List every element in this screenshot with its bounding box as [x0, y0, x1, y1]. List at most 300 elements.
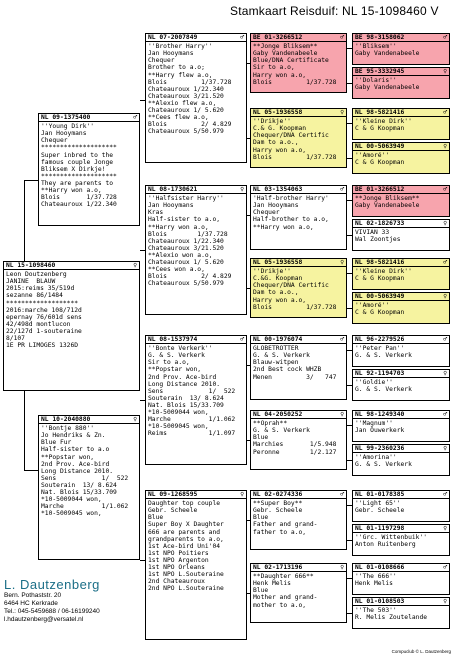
pedigree-line: 1st Ace-bird Uni'04: [148, 542, 221, 550]
pedigree-line: **Popstar won,: [41, 453, 95, 461]
connector: [347, 123, 352, 124]
pedigree-line: 'Half-brother Harry': [253, 195, 329, 203]
pedigree-line: grandparents to a.o,: [148, 535, 224, 543]
pedigree-line: Blue: [253, 434, 269, 442]
connector: [24, 180, 25, 262]
pedigree-line: Gaby Vandenabeele: [253, 50, 318, 58]
ring-number: [353, 445, 449, 453]
connector: [347, 505, 352, 506]
ancestor-card[interactable]: [352, 490, 450, 522]
connector: [140, 100, 145, 101]
pedigree-line: Blue/DNA Certificate: [253, 57, 329, 65]
pedigree-line: 42/498d montlucon: [6, 320, 71, 328]
pedigree-line: Marche 1/1.062: [148, 416, 236, 424]
pedigree-line: Nat. Blois 15/33.709: [148, 401, 224, 409]
connector: [140, 250, 145, 251]
pedigree-line: *10-5009045 won,: [148, 423, 209, 431]
ring-id: NL 09-1375400: [41, 114, 91, 121]
pedigree-line: Gaby Vandenabeele: [355, 202, 420, 210]
pedigree-line: C.&G. Koopman: [253, 275, 303, 283]
ring-id: NL 04-2050252: [253, 411, 303, 418]
pedigree-line: Jan Hooymans: [41, 130, 87, 138]
connector: [247, 215, 250, 216]
pedigree-line: Leon Doutzenberg: [6, 271, 67, 279]
pedigree-line: ''Grc. Wittenbuik'': [355, 534, 428, 542]
pedigree-line: C.& G. Koopman: [253, 125, 307, 133]
pedigree-line: Harry won a.o,: [253, 71, 307, 79]
pedigree-line: Harry won a.o,: [253, 146, 307, 154]
ring-number: [251, 259, 346, 267]
pedigree-line: epernay 76/601d sens: [6, 313, 82, 321]
ancestor-card[interactable]: [352, 33, 450, 65]
pedigree-line: Henk Melis: [355, 580, 393, 588]
ring-number: [353, 259, 449, 267]
pedigree-line: ''Dolaris'': [355, 77, 397, 85]
ring-number: [353, 220, 449, 228]
pedigree-line: G. & S. Verkerk: [148, 352, 205, 360]
pedigree-line: Brother to a.o;: [148, 64, 205, 72]
ring-number: [146, 336, 246, 344]
footer-credit: Compuclub © L. Dautzenberg: [391, 649, 451, 654]
sex-icon: ♂: [443, 411, 447, 418]
ring-id: NL 96-2279526: [355, 336, 405, 343]
pedigree-line: They are parents to: [41, 179, 114, 187]
grandparent-card[interactable]: [145, 33, 247, 163]
ring-number: [251, 336, 346, 344]
sex-icon: ♂: [443, 491, 447, 498]
ring-id: NL 08-1537974: [148, 336, 198, 343]
ring-number: [251, 186, 346, 194]
ring-id: NL 01-0178385: [355, 491, 405, 498]
pedigree-line: Sens 1/ 522: [148, 387, 236, 395]
pedigree-line: Henk Melis: [253, 580, 291, 588]
great-grandparent-card[interactable]: [250, 258, 347, 318]
connector: [24, 390, 25, 470]
ring-id: NL 05-1936558: [253, 259, 303, 266]
pedigree-line: **Harry won a.o,: [253, 223, 314, 231]
ancestor-card[interactable]: [352, 142, 450, 174]
pedigree-line: Kras: [148, 209, 164, 217]
ring-id: BE 01-3266512: [253, 34, 303, 41]
pedigree-line: Chequer: [253, 209, 280, 217]
connector: [247, 138, 250, 139]
great-grandparent-card[interactable]: [250, 33, 347, 93]
ring-number: [251, 411, 346, 419]
ring-id: BE 01-3266512: [355, 186, 405, 193]
sex-icon: ♂: [443, 259, 447, 266]
ring-number: [4, 262, 139, 270]
ring-number: [39, 416, 139, 424]
pedigree-line: 2nd Chateauroux: [148, 578, 205, 586]
breeder-line: Bern. Pothaststr. 20: [4, 592, 62, 599]
ring-number: [251, 109, 346, 117]
pedigree-line: Long Distance 2010.: [148, 380, 221, 388]
pedigree-line: Chateauroux 5/50.979: [148, 128, 224, 136]
pedigree-line: 2nd Prov. Ace-bird: [41, 460, 110, 468]
connector: [347, 273, 352, 274]
pedigree-line: **Super Boy**: [253, 500, 303, 508]
pedigree-line: G. & S. Verkerk: [253, 427, 310, 435]
sex-icon: ♂: [340, 491, 344, 498]
pedigree-line: Jan Hooymans: [148, 50, 194, 58]
pedigree-line: Gaby Vandenabeele: [355, 50, 420, 58]
breeder-line: 6464 HC Kerkrade: [4, 600, 58, 608]
pedigree-line: Sir to a.o,: [253, 64, 295, 72]
ancestor-card[interactable]: [352, 292, 450, 324]
pedigree-line: G. & S. Verkerk: [253, 352, 310, 360]
sex-icon: ♀: [443, 293, 447, 300]
pedigree-line: ''Kleine Dirk'': [355, 118, 412, 126]
connector: [247, 365, 250, 366]
pedigree-line: C & G Koopman: [355, 125, 405, 133]
ancestor-card[interactable]: [352, 185, 450, 217]
pedigree-line: Blue: [253, 514, 269, 522]
connector: [347, 158, 352, 159]
ring-number: [353, 598, 449, 606]
pedigree-line: Wal Zoontjes: [355, 236, 401, 244]
pedigree-line: Blauw-witpen: [253, 359, 299, 367]
pedigree-line: ''Drikje'': [253, 118, 291, 126]
ring-number: [353, 109, 449, 117]
pedigree-line: Gebr. Scheele: [355, 507, 405, 515]
ring-number: [353, 293, 449, 301]
ring-id: NL 15-1098460: [6, 262, 56, 269]
sex-icon: ♂: [240, 34, 244, 41]
pedigree-line: ''Halfsister Harry'': [148, 195, 224, 203]
ring-id: NL 92-1194703: [355, 370, 405, 377]
great-grandparent-card[interactable]: [250, 185, 347, 250]
connector: [347, 48, 352, 49]
ring-id: NL 98-5821416: [355, 259, 405, 266]
connector: [347, 83, 352, 84]
pedigree-line: Blois 1/37.728: [148, 230, 228, 238]
ring-number: [146, 186, 246, 194]
pedigree-line: 1st NPO L.Souteraine: [148, 571, 224, 579]
sex-icon: ♀: [240, 491, 244, 498]
pedigree-line: father to a.o,: [253, 528, 307, 536]
pedigree-line: ''Peter Pan'': [355, 345, 405, 353]
connector: [347, 308, 352, 309]
pedigree-line: Peronne 1/2.127: [253, 448, 337, 456]
pedigree-line: 1st NPO Poitiers: [148, 549, 209, 557]
pedigree-line: G. & S. Verkerk: [355, 352, 412, 360]
pedigree-line: *10-5009044 won,: [41, 496, 102, 504]
ancestor-card[interactable]: [352, 410, 450, 442]
pedigree-line: Bliksem X Dirkje!: [41, 165, 106, 173]
ancestor-card[interactable]: [352, 563, 450, 595]
grandparent-card[interactable]: [145, 185, 247, 315]
ring-id: NL 10-2040880: [41, 416, 91, 423]
pedigree-line: ''Amoré'': [355, 302, 390, 310]
pedigree-line: Half-sister to a.o,: [148, 216, 221, 224]
pedigree-line: C & G Koopman: [355, 275, 405, 283]
pedigree-line: ''Bontje 880'': [41, 425, 95, 433]
great-grandparent-card[interactable]: [250, 563, 347, 623]
pedigree-line: Blois 1/37.728: [253, 303, 337, 311]
sex-icon: ♂: [443, 34, 447, 41]
pedigree-line: Mother and grand-: [253, 594, 318, 602]
sex-icon: ♂: [443, 109, 447, 116]
pedigree-line: Half-sister to a.o: [41, 446, 110, 454]
ring-id: BE 98-3158062: [355, 34, 405, 41]
pedigree-line: 2nd Prov. Ace-bird: [148, 373, 217, 381]
connector: [247, 593, 250, 594]
pedigree-line: Harry won a.o,: [253, 296, 307, 304]
pedigree-line: *******************: [6, 299, 79, 307]
ring-number: [251, 564, 346, 572]
pedigree-line: Marche 1/1.062: [41, 503, 129, 511]
breeder-name: L. Dautzenberg: [4, 577, 100, 592]
sex-icon: ♂: [443, 336, 447, 343]
connector: [347, 200, 352, 201]
pedigree-line: C & G Koopman: [355, 309, 405, 317]
connector: [247, 440, 250, 441]
pedigree-line: Sens 1/ 522: [41, 474, 129, 482]
breeder-line: Tel.: 045-5459688 / 06-16199240: [4, 608, 100, 616]
connector: [247, 63, 250, 64]
connector: [347, 613, 352, 614]
pedigree-line: ''Amoré'': [355, 152, 390, 160]
breeder-line: l.hdautzenberg@versatel.nl: [4, 616, 84, 624]
pedigree-line: Gebr. Scheele: [148, 507, 198, 515]
sire-card[interactable]: [38, 113, 140, 226]
page-title: Stamkaart Reisduif: NL 15-1098460 V: [230, 4, 439, 18]
sex-icon: ♀: [443, 143, 447, 150]
pedigree-line: **Cees won a.o,: [148, 266, 205, 274]
pedigree-line: Jo Hendriks & Zn.: [41, 432, 106, 440]
pedigree-line: **Harry won a.o,: [148, 223, 209, 231]
pedigree-line: 8/107: [6, 335, 25, 343]
pedigree-line: Blois 1/37.728: [148, 78, 232, 86]
pedigree-line: Chateauroux 1/ 5.620: [148, 259, 224, 267]
pedigree-line: **Oprah**: [253, 420, 288, 428]
ring-number: [353, 564, 449, 572]
connector: [247, 520, 250, 521]
connector: [140, 560, 145, 561]
sex-icon: ♀: [443, 68, 447, 75]
sex-icon: ♂: [340, 336, 344, 343]
pedigree-line: Chequer/DNA Certific: [253, 282, 329, 290]
ring-id: NL 00-1976074: [253, 336, 303, 343]
pedigree-line: Blois 1/37.728: [253, 153, 337, 161]
ring-id: NL 09-1268595: [148, 491, 198, 498]
pedigree-line: sezanne 86/1484: [6, 292, 63, 300]
sex-icon: ♀: [340, 411, 344, 418]
pedigree-line: Jan Ouwerkerk: [355, 427, 405, 435]
pedigree-line: R. Melis Zoutelande: [355, 614, 428, 622]
sex-icon: ♀: [340, 259, 344, 266]
pedigree-line: ''The 503'': [355, 607, 397, 615]
pedigree-line: Jan Hooymans: [148, 202, 194, 210]
pedigree-line: Blue Fur: [41, 439, 72, 447]
pedigree-line: ''Light 65'': [355, 500, 401, 508]
sex-icon: ♂: [240, 336, 244, 343]
pedigree-line: JANINE BLAUW: [6, 278, 56, 286]
pedigree-line: Super inbred to the: [41, 151, 114, 159]
connector: [347, 540, 352, 541]
great-grandparent-card[interactable]: [250, 108, 347, 168]
pedigree-line: Long Distance 2010.: [41, 467, 114, 475]
ancestor-card[interactable]: [352, 108, 450, 140]
pedigree-line: Menen 3/ 747: [253, 373, 337, 381]
ring-id: NL 98-5821416: [355, 109, 405, 116]
ring-id: NL 05-1936558: [253, 109, 303, 116]
pedigree-line: Chateauroux 1/22.340: [41, 201, 117, 209]
connector: [347, 385, 352, 386]
ring-id: NL 08-1730621: [148, 186, 198, 193]
ring-number: [353, 34, 449, 42]
sex-icon: ♀: [340, 564, 344, 571]
pedigree-line: Chateauroux 5/50.979: [148, 280, 224, 288]
connector: [24, 470, 38, 471]
ring-id: NL 02-0274336: [253, 491, 303, 498]
pedigree-line: Souterain 13/ 8.624: [148, 394, 224, 402]
pedigree-line: Chateauroux 1/22.340: [148, 85, 224, 93]
pedigree-line: G. & S. Verkerk: [355, 461, 412, 469]
pedigree-line: **Jonge Bliksem**: [253, 43, 318, 51]
pedigree-line: Blois 2/ 4.829: [148, 121, 232, 129]
pedigree-line: ''Brother Harry'': [148, 43, 213, 51]
sex-icon: ♂: [133, 114, 137, 121]
pedigree-line: Reims 1/1.097: [148, 430, 236, 438]
sex-icon: ♂: [443, 564, 447, 571]
pedigree-line: ''Goldie'': [355, 379, 393, 387]
ring-id: NL 02-1826733: [355, 220, 405, 227]
pedigree-line: G. & S. Verkerk: [355, 386, 412, 394]
great-grandparent-card[interactable]: [250, 410, 347, 470]
ancestor-card[interactable]: [352, 369, 450, 401]
dam-card[interactable]: [38, 415, 140, 560]
sex-icon: ♀: [443, 525, 447, 532]
pedigree-line: **Daughter 666**: [253, 573, 314, 581]
pedigree-line: Jan Hooymans: [253, 202, 299, 210]
pedigree-line: Father and grand-: [253, 521, 318, 529]
ring-number: [353, 491, 449, 499]
pedigree-line: **Harry flew a.o,: [148, 71, 213, 79]
grandparent-card[interactable]: [145, 490, 247, 640]
great-grandparent-card[interactable]: [250, 490, 347, 550]
ring-number: [353, 68, 449, 76]
ancestor-card[interactable]: [352, 335, 450, 367]
ring-id: NL 01-1197298: [355, 525, 405, 532]
pedigree-line: 22/127d 1-souteraine: [6, 327, 82, 335]
sex-icon: ♀: [133, 262, 137, 269]
connector: [247, 288, 250, 289]
pedigree-line: ''Kleine Dirk'': [355, 268, 412, 276]
pedigree-line: GLOBETROTTER: [253, 345, 299, 353]
pedigree-line: Chequer: [148, 57, 175, 65]
sex-icon: ♂: [443, 186, 447, 193]
subject-card[interactable]: [3, 261, 140, 391]
sex-icon: ♂: [340, 186, 344, 193]
connector: [140, 400, 145, 401]
ring-number: [251, 34, 346, 42]
ring-id: NL 98-1249340: [355, 411, 405, 418]
sex-icon: ♀: [340, 109, 344, 116]
pedigree-line: 1st NPO Orleans: [148, 564, 205, 572]
pedigree-line: Sir to a.o,: [148, 359, 190, 367]
sex-icon: ♀: [443, 445, 447, 452]
ring-number: [353, 370, 449, 378]
great-grandparent-card[interactable]: [250, 335, 347, 400]
ring-number: [353, 525, 449, 533]
ring-id: NL 03-1354063: [253, 186, 303, 193]
pedigree-line: Chequer/DNA Certific: [253, 132, 329, 140]
ring-number: [39, 114, 139, 122]
pedigree-line: Super Boy X Daughter: [148, 521, 224, 529]
ring-number: [146, 34, 246, 42]
pedigree-line: Chateauroux 1/22.340: [148, 237, 224, 245]
ring-id: NL 07-2007849: [148, 34, 198, 41]
pedigree-line: famous couple Jonge: [41, 158, 114, 166]
pedigree-line: **Alexio won a.o,: [148, 251, 213, 259]
pedigree-line: 2nd NPO L.Souteraine: [148, 585, 224, 593]
pedigree-line: Dam to a.o.,: [253, 289, 299, 297]
pedigree-line: Anton Ruitenberg: [355, 541, 416, 549]
ancestor-card[interactable]: [352, 524, 450, 556]
ancestor-card[interactable]: [352, 219, 450, 251]
sex-icon: ♀: [240, 186, 244, 193]
pedigree-line: Chateauroux 1/ 5.620: [148, 107, 224, 115]
pedigree-line: Daughter top couple: [148, 500, 221, 508]
connector: [347, 350, 352, 351]
pedigree-line: ''Magnum'': [355, 420, 393, 428]
pedigree-line: 666 are parents and: [148, 528, 221, 536]
sex-icon: ♀: [133, 416, 137, 423]
ring-number: [353, 411, 449, 419]
pedigree-line: ********************: [41, 172, 117, 180]
ancestor-card[interactable]: [352, 444, 450, 476]
pedigree-line: mother to a.o,: [253, 601, 307, 609]
ring-number: [353, 143, 449, 151]
ancestor-card[interactable]: [352, 597, 450, 629]
pedigree-line: VIVIAN 33: [355, 229, 390, 237]
pedigree-line: Blue: [148, 514, 164, 522]
pedigree-line: ''Drikje'': [253, 268, 291, 276]
pedigree-line: 1E PR LIMOGES 1326D: [6, 342, 79, 350]
pedigree-line: ''Bliksem'': [355, 43, 397, 51]
pedigree-line: Dam to a.o.,: [253, 139, 299, 147]
pedigree-line: Blois 1/37.728: [41, 194, 117, 202]
pedigree-line: **Harry won a.o,: [41, 187, 102, 195]
sex-icon: ♀: [443, 598, 447, 605]
ring-id: NL 00-5063949: [355, 143, 405, 150]
pedigree-line: **Jonge Bliksem**: [355, 195, 420, 203]
pedigree-line: *10-5009044 won,: [148, 409, 209, 417]
ring-id: NL 02-1713196: [253, 564, 303, 571]
pedigree-line: ''The 666'': [355, 573, 397, 581]
connector: [347, 460, 352, 461]
pedigree-line: Marchies 1/5.948: [253, 441, 337, 449]
connector: [347, 578, 352, 579]
pedigree-line: Half-brother to a.o,: [253, 216, 329, 224]
sex-icon: ♀: [443, 370, 447, 377]
pedigree-line: ''Bonte Verkerk'': [148, 345, 213, 353]
pedigree-line: 1st NPO Argenton: [148, 556, 209, 564]
pedigree-line: Chateauroux 3/21.520: [148, 244, 224, 252]
ring-number: [146, 491, 246, 499]
pedigree-line: **Alexio flew a.o,: [148, 99, 217, 107]
pedigree-line: *10-5009045 won,: [41, 510, 102, 518]
pedigree-line: Gebr. Scheele: [253, 507, 303, 515]
pedigree-line: Blue: [253, 587, 269, 595]
grandparent-card[interactable]: [145, 335, 247, 465]
ancestor-card[interactable]: [352, 258, 450, 290]
ancestor-card[interactable]: [352, 67, 450, 99]
pedigree-line: 2016:marche 108/712d: [6, 306, 82, 314]
pedigree-line: ''Amorina'': [355, 454, 397, 462]
ring-id: BE 95-3332945: [355, 68, 405, 75]
